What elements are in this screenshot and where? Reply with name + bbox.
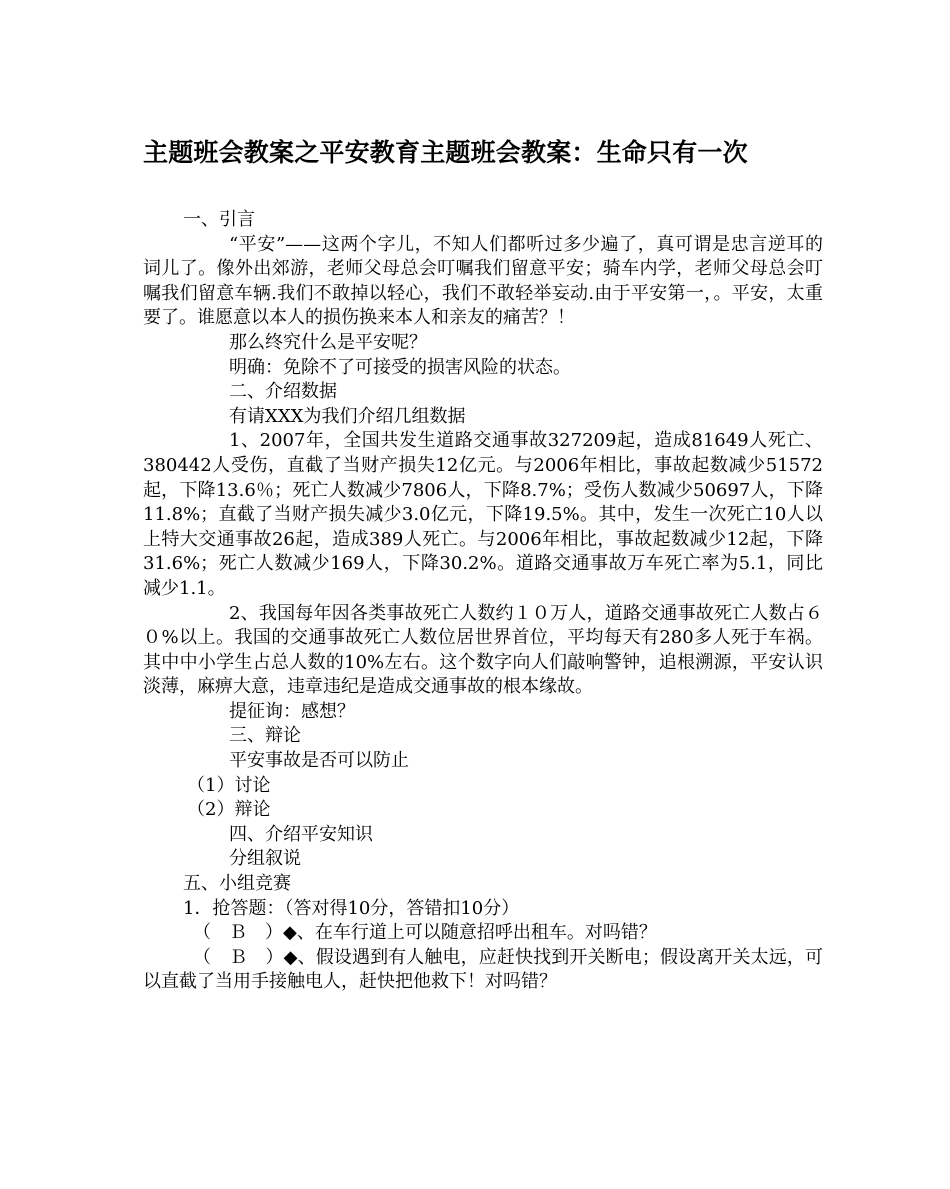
- document-title: 主题班会教案之平安教育主题班会教案：生命只有一次: [143, 138, 748, 167]
- question-feelings: 提征询：感想？: [229, 700, 355, 722]
- quiz-question-electric-shock: （ Ｂ ）◆、假设遇到有人触电，应赶快找到开关断电；假设离开关太远，可以直截了当用手接触电人，赶快把他救下！对吗错？: [143, 946, 823, 993]
- section-heading-introduction: 一、引言: [183, 209, 255, 230]
- paragraph-safety-intro: “平安”——这两个字儿，不知人们都听过多少遍了，真可谓是忠言逆耳的词儿了。像外出郊游，老师父母总会叮嘱我们留意平安；骑车内学，老师父母总会叮嘱我们留意车辆.我们不敢掉以轻心，我们不敢轻举妄动.由于平安第一，。平安，太重要了。谁愿意以本人的损伤换来本人和亲友的痛苦？！: [143, 233, 823, 329]
- answer-definition: 明确：免除不了可接受的损害风险的状态。: [229, 356, 571, 378]
- debate-step-argument: （2）辩论: [187, 799, 271, 821]
- question-what-is-safety: 那么终究什么是平安呢？: [229, 331, 427, 353]
- section-heading-debate: 三、辩论: [229, 725, 301, 747]
- debate-step-discussion: （1）讨论: [187, 774, 271, 796]
- paragraph-invite-data: 有请XXX为我们介绍几组数据: [229, 405, 466, 427]
- document-body: [143, 208, 823, 995]
- quiz-question-taxi: （ Ｂ ）◆、在车行道上可以随意招呼出租车。对吗错？: [193, 922, 657, 944]
- quiz-rules: 1．抢答题：（答对得10分，答错扣10分）: [183, 897, 520, 919]
- paragraph-data-annual: 2、我国每年因各类事故死亡人数约１０万人，道路交通事故死亡人数占６０%以上。我国的交通事故死亡人数位居世界首位，平均每天有280多人死于车祸。其中中小学生占总人数的10%左右。这个数字向人们敲响警钟，追根溯源，平安认识淡薄，麻痹大意，违章违纪是造成交通事故的根本缘故。: [143, 602, 823, 698]
- section-heading-data: 二、介绍数据: [229, 381, 337, 403]
- paragraph-group-talk: 分组叙说: [229, 848, 301, 870]
- section-heading-knowledge: 四、介绍平安知识: [229, 823, 373, 845]
- paragraph-data-2007: 1、2007年，全国共发生道路交通事故327209起，造成81649人死亡、380442人受伤，直截了当财产损失12亿元。与2006年相比，事故起数减少51572起，下降13.6％；死亡人数减少7806人，下降8.7%；受伤人数减少50697人，下降11.8%；直截了当财产损失减少3.0亿元，下降19.5%。其中，发生一次死亡10人以上特大交通事故26起，造成389人死亡。与2006年相比，事故起数减少12起，下降31.6%；死亡人数减少169人，下降30.2%。道路交通事故万车死亡率为5.1，同比减少1.1。: [143, 430, 823, 599]
- section-heading-competition: 五、小组竞赛: [183, 873, 291, 895]
- debate-topic: 平安事故是否可以防止: [229, 750, 409, 772]
